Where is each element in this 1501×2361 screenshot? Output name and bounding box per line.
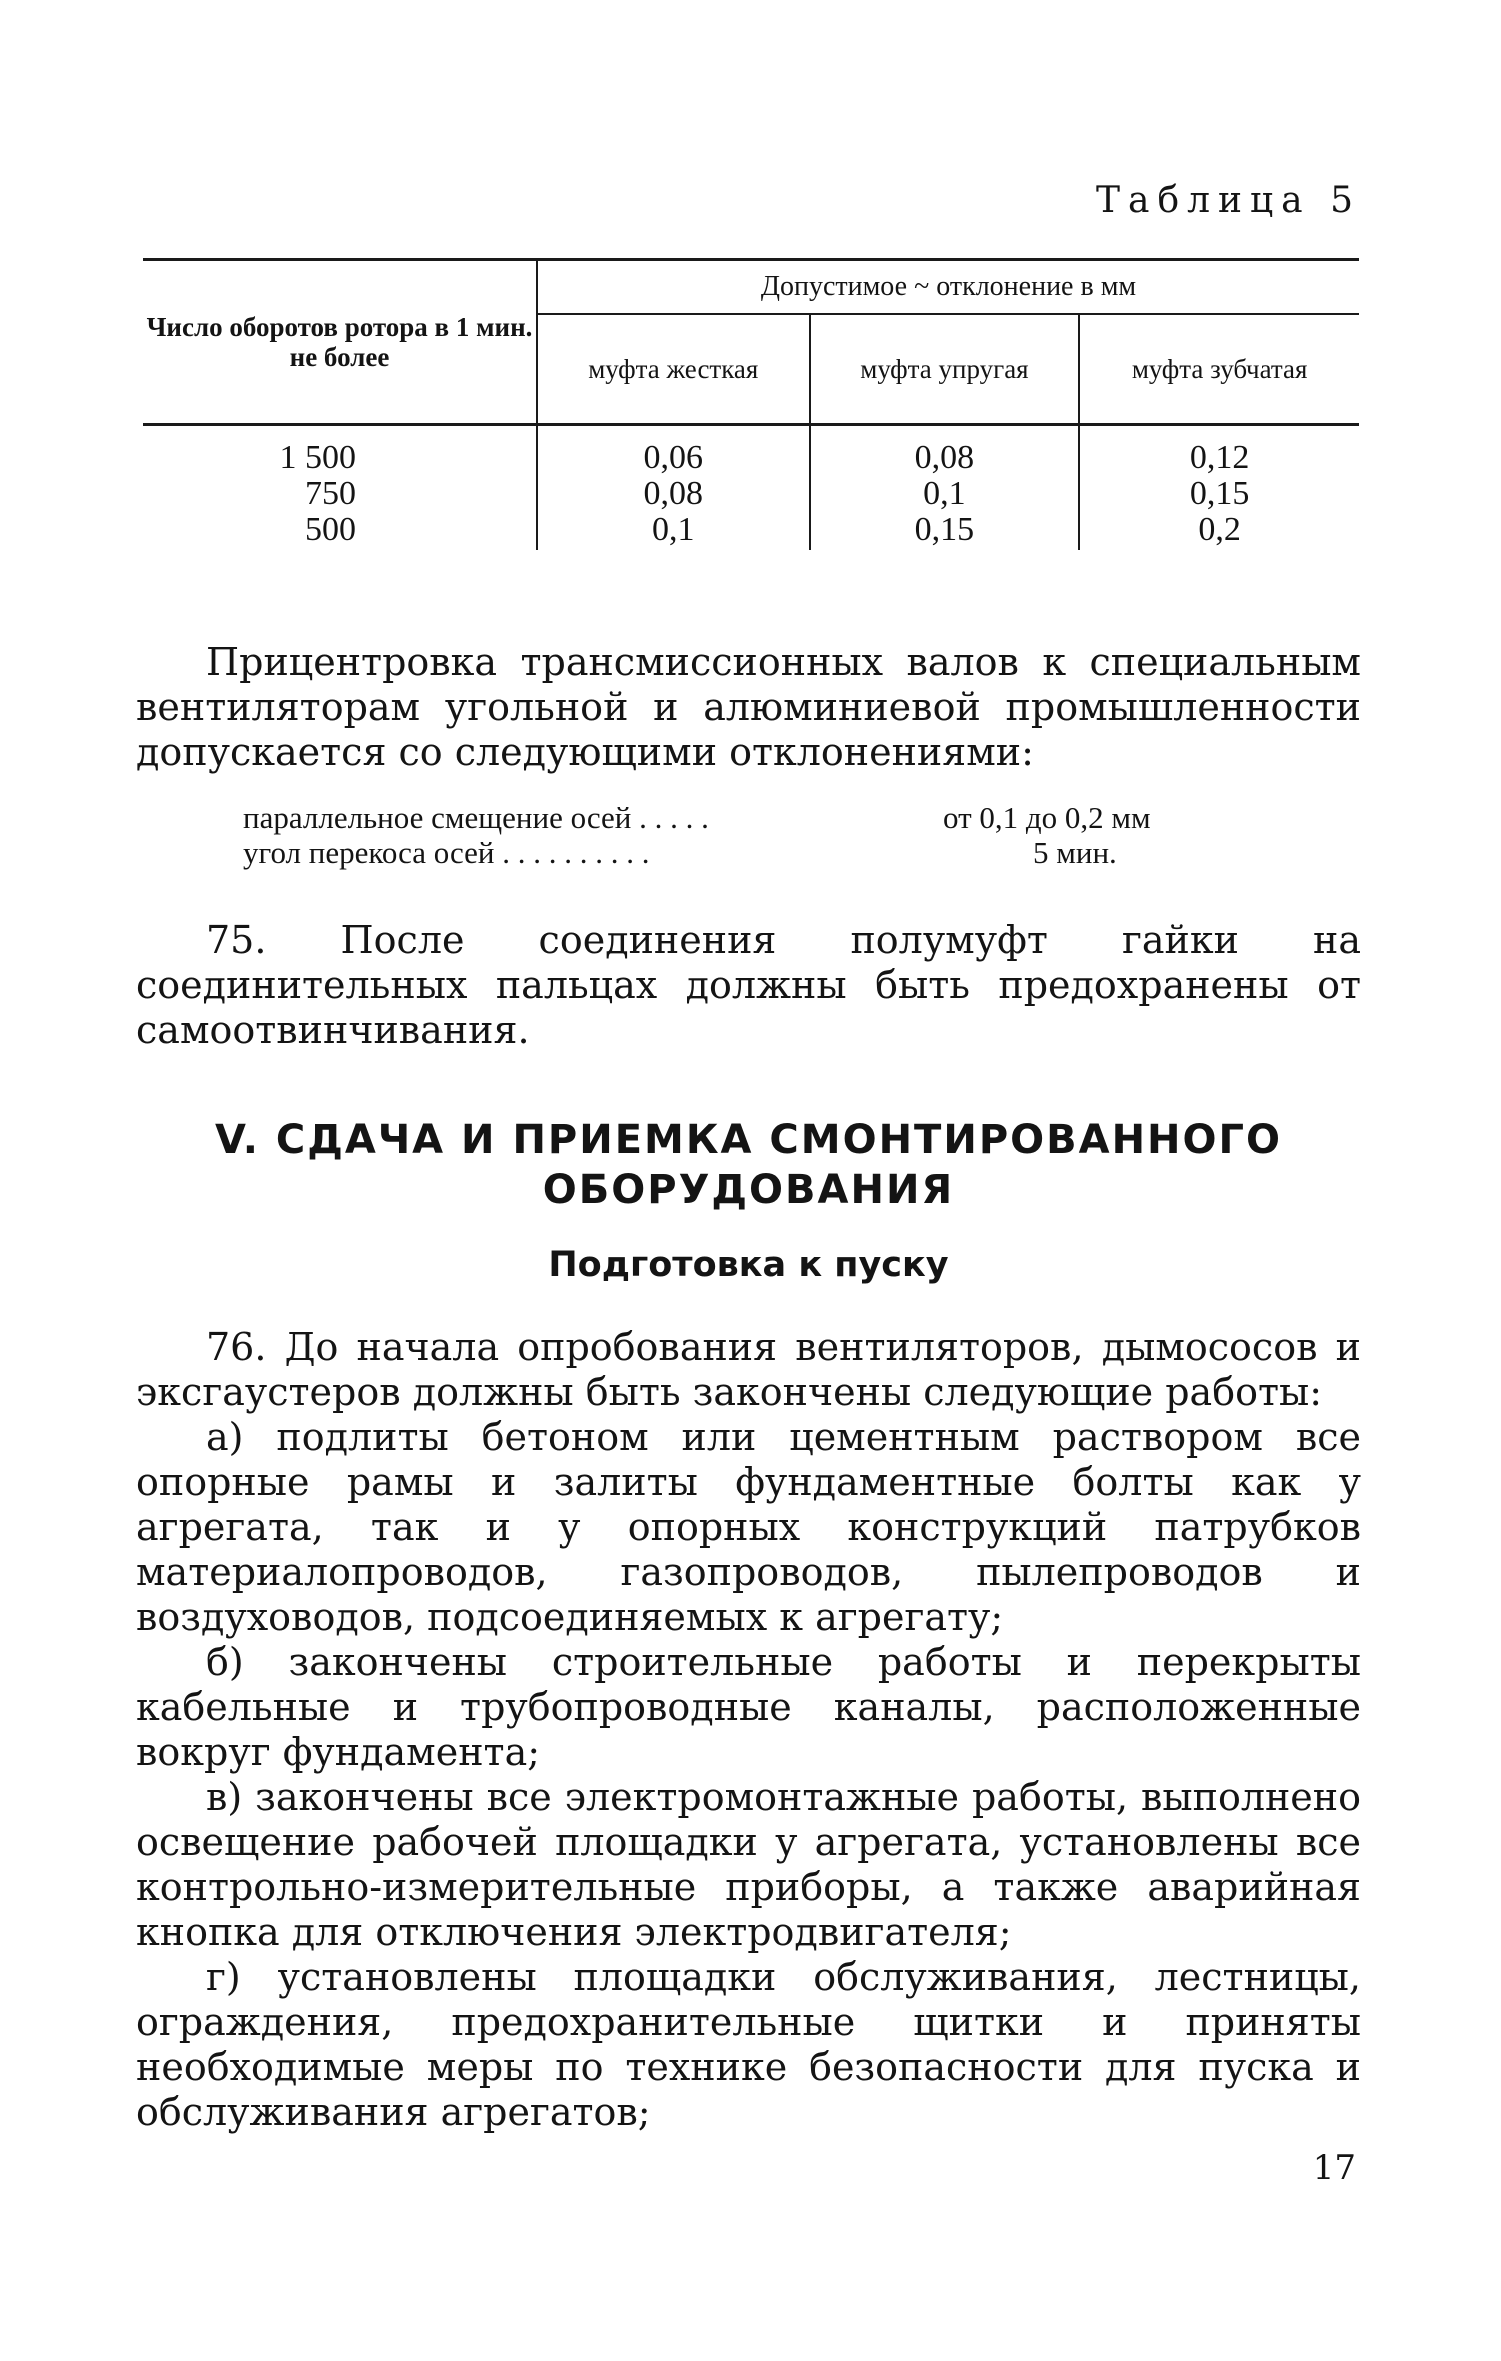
header-elastic: муфта упругая <box>810 314 1080 425</box>
items-block <box>136 1325 1361 2135</box>
elastic-value: 0,15 <box>914 511 975 548</box>
paragraph-75: 75. После соединения полумуфт гайки на соединительных пальцах должны быть предохранены от самоотвинчивания. <box>136 918 1361 1052</box>
deviation-list <box>243 800 1353 870</box>
subsection-title: Подготовка к пуску <box>548 1245 949 1285</box>
page-number: 17 <box>1312 2148 1356 2188</box>
elastic-value: 0,08 <box>914 439 975 476</box>
rpm-column <box>143 425 537 551</box>
gear-column <box>1079 425 1359 551</box>
rigid-value: 0,06 <box>643 439 704 476</box>
list-item <box>243 800 1353 835</box>
table-row <box>143 425 1359 551</box>
rpm-value: 500 <box>305 511 356 548</box>
rigid-column <box>537 425 810 551</box>
elastic-column <box>810 425 1080 551</box>
rpm-value: 750 <box>305 475 356 512</box>
paragraph-76: 76. До начала опробования вентиляторов, дымососов и эксгаустеров должны быть закончены следующие работы: <box>136 1325 1361 1414</box>
gear-value: 0,2 <box>1198 511 1241 548</box>
rigid-value: 0,08 <box>643 475 704 512</box>
angle-value: 5 мин. <box>1033 835 1117 870</box>
rpm-value: 1 500 <box>279 439 356 476</box>
rpm-header: Число оборотов ротора в 1 мин. не более <box>143 260 537 425</box>
elastic-value: 0,1 <box>923 475 966 512</box>
section-title: V. СДАЧА И ПРИЕМКА СМОНТИРОВАННОГО ОБОРУДОВАНИЯ <box>214 1117 1283 1213</box>
header-gear: муфта зубчатая <box>1079 314 1359 425</box>
list-item <box>243 835 1353 870</box>
gear-value: 0,12 <box>1189 439 1250 476</box>
offset-value: от 0,1 до 0,2 мм <box>943 800 1151 835</box>
angle-label: угол перекоса осей . . . . . . . . . . <box>243 835 650 870</box>
centering-paragraph: Прицентровка трансмиссионных валов к специальным вентиляторам угольной и алюминиевой промышленности допускается со следующими отклонениями: <box>136 640 1361 774</box>
table-caption: Таблица 5 <box>1096 180 1361 221</box>
group-header: Допустимое ~ отклонение в мм <box>537 260 1359 315</box>
item-v: в) закончены все электромонтажные работы, выполнено освещение рабочей площадки у агрегата, установлены все контрольно-измерительные приборы, а также аварийная кнопка для отключения электродвигателя; <box>136 1775 1361 1954</box>
item-b: б) закончены строительные работы и перекрыты кабельные и трубопроводные каналы, расположенные вокруг фундамента; <box>136 1640 1361 1774</box>
item-g: г) установлены площадки обслуживания, лестницы, ограждения, предохранительные щитки и приняты необходимые меры по технике безопасности для пуска и обслуживания агрегатов; <box>136 1955 1361 2134</box>
offset-label: параллельное смещение осей . . . . . <box>243 800 709 835</box>
item-a: а) подлиты бетоном или цементным раствором все опорные рамы и залиты фундаментные болты как у агрегата, так и у опорных конструкций патрубков материалопроводов, газопроводов, пылепроводов и воздуховодов, подсоединяемых к агрегату; <box>136 1415 1361 1639</box>
gear-value: 0,15 <box>1189 475 1250 512</box>
deviation-table <box>143 258 1359 550</box>
header-rigid: муфта жесткая <box>537 314 810 425</box>
rigid-value: 0,1 <box>652 511 695 548</box>
